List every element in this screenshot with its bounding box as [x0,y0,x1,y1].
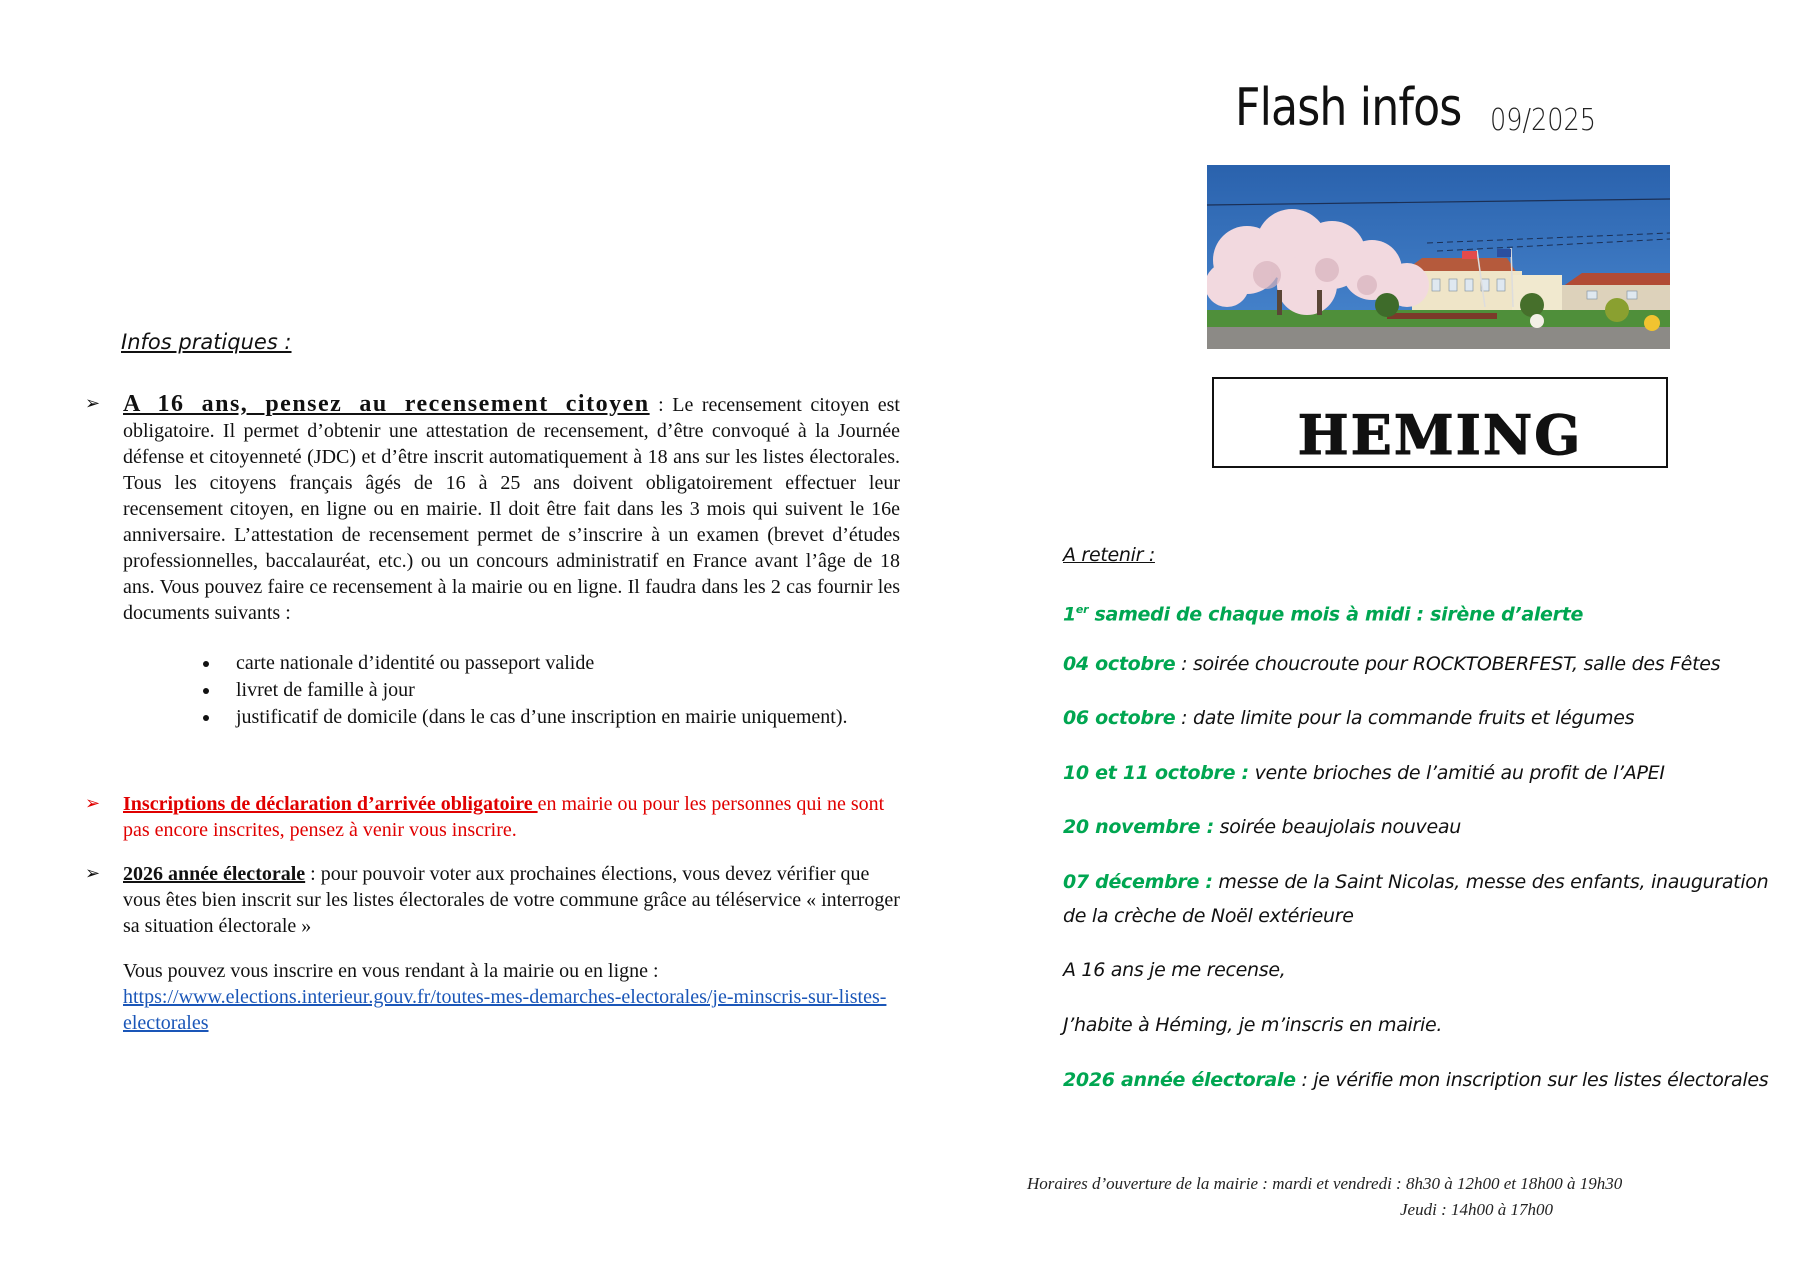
a-retenir-title: A retenir : [1063,544,1155,566]
commune-name-box [1212,377,1668,468]
document-item [203,677,847,704]
required-documents-list [203,650,847,731]
reminder-item [1063,701,1634,735]
bullet-icon [203,661,209,667]
reminder-text: : date limite pour la commande fruits et légumes [1175,707,1635,729]
reminder-date: 20 novembre : [1063,816,1214,838]
inscription-text: Vous pouvez vous inscrire en vous rendant à la mairie ou en ligne : [123,960,659,982]
elections-link[interactable]: https://www.elections.interieur.gouv.fr/toutes-mes-demarches-electorales/je-minscris-sur-listes-electorales [123,986,887,1034]
reminder-date: 2026 année électorale [1063,1069,1296,1091]
document-label: justificatif de domicile (dans le cas d’une inscription en mairie uniquement). [236,706,848,728]
reminder-date: 1 [1063,603,1076,626]
commune-name: HEMING [1297,403,1583,467]
reminder-item [1063,593,1583,631]
bullet-icon [203,715,209,721]
opening-hours-line2: Jeudi : 14h00 à 17h00 [1400,1200,1553,1219]
reminder-item [1063,647,1720,681]
issue-date: 09/2025 [1490,103,1596,138]
reminder-date: 07 décembre : [1063,871,1213,893]
reminder-item [1063,756,1665,790]
opening-hours-line1: Horaires d’ouverture de la mairie : mardi et vendredi : 8h30 à 12h00 et 18h00 à 19h30 [1027,1174,1623,1193]
reminder-text: : soirée choucroute pour ROCKTOBERFEST, salle des Fêtes [1175,653,1721,675]
document-item [203,704,847,731]
reminder-text: soirée beaujolais nouveau [1213,816,1461,838]
electorale-body: : pour pouvoir voter aux prochaines élections, vous devez vérifier que vous êtes bien inscrit sur les listes électorales de votre commune grâce au téléservice « interroger sa situation électorale » [123,863,900,937]
arrivee-heading: Inscriptions de déclaration d’arrivée obligatoire [123,793,538,815]
infos-pratiques-title: Infos pratiques : [121,330,292,354]
arrow-bullet-icon: ➢ [85,793,101,814]
recensement-section [85,391,900,626]
recensement-heading: A 16 ans, pensez au recensement citoyen [123,391,650,417]
reminder-date: 04 octobre [1063,653,1176,675]
document-label: livret de famille à jour [236,679,415,701]
recensement-reminder: A 16 ans je me recense, [1063,959,1286,981]
electorale-reminder [1063,1063,1768,1097]
arrow-bullet-icon: ➢ [85,393,101,414]
arrivee-section [85,791,900,843]
ordinal-suffix: er [1075,603,1089,616]
electorale-section [85,861,900,939]
reminder-text: : je vérifie mon inscription sur les listes électorales [1295,1069,1769,1091]
electorale-heading: 2026 année électorale [123,863,306,885]
reminder-date: 10 et 11 octobre : [1063,762,1249,784]
reminder-text: samedi de chaque mois à midi : sirène d’alerte [1088,603,1584,626]
arrivee-body: en mairie ou pour les personnes qui ne sont pas encore inscrites, pensez à venir vous inscrire. [123,793,885,841]
bullet-icon [203,688,209,694]
town-hall-illustration [1207,165,1670,349]
inscription-reminder: J’habite à Héming, je m’inscris en mairie. [1063,1014,1443,1036]
recensement-body: Le recensement citoyen est obligatoire. Il permet d’obtenir une attestation de recensement, d’être convoqué à la Journée défense et citoyenneté (JDC) et d’être inscrit automatiquement à 18 ans sur les listes électorales. Tous les citoyens français âgés de 16 à 25 ans doivent obligatoirement effectuer leur recensement citoyen, en ligne ou en mairie. Il doit être fait dans les 3 mois qui suivent le 16e anniversaire. L’attestation de recensement permet de s’inscrire à un examen (brevet d’études professionnelles, baccalauréat, etc.) ou un concours administratif en France avant l’âge de 18 ans. Vous pouvez faire ce recensement à la mairie ou en ligne. Il faudra dans les 2 cas fournir les documents suivants : [123,394,900,624]
document-label: carte nationale d’identité ou passeport valide [236,652,595,674]
flash-infos-title: Flash infos [1235,78,1462,138]
arrow-bullet-icon: ➢ [85,863,101,884]
reminder-item [1063,865,1783,933]
document-item [203,650,847,677]
reminder-item [1063,810,1461,844]
recensement-separator: : [649,394,673,416]
town-hall-photo [1207,165,1670,349]
reminder-text: messe de la Saint Nicolas, messe des enfants, inauguration de la crèche de Noël extérieure [1063,871,1769,927]
inscription-paragraph [123,958,900,1036]
reminder-date: 06 octobre [1063,707,1176,729]
reminder-text: vente brioches de l’amitié au profit de l’APEI [1248,762,1665,784]
